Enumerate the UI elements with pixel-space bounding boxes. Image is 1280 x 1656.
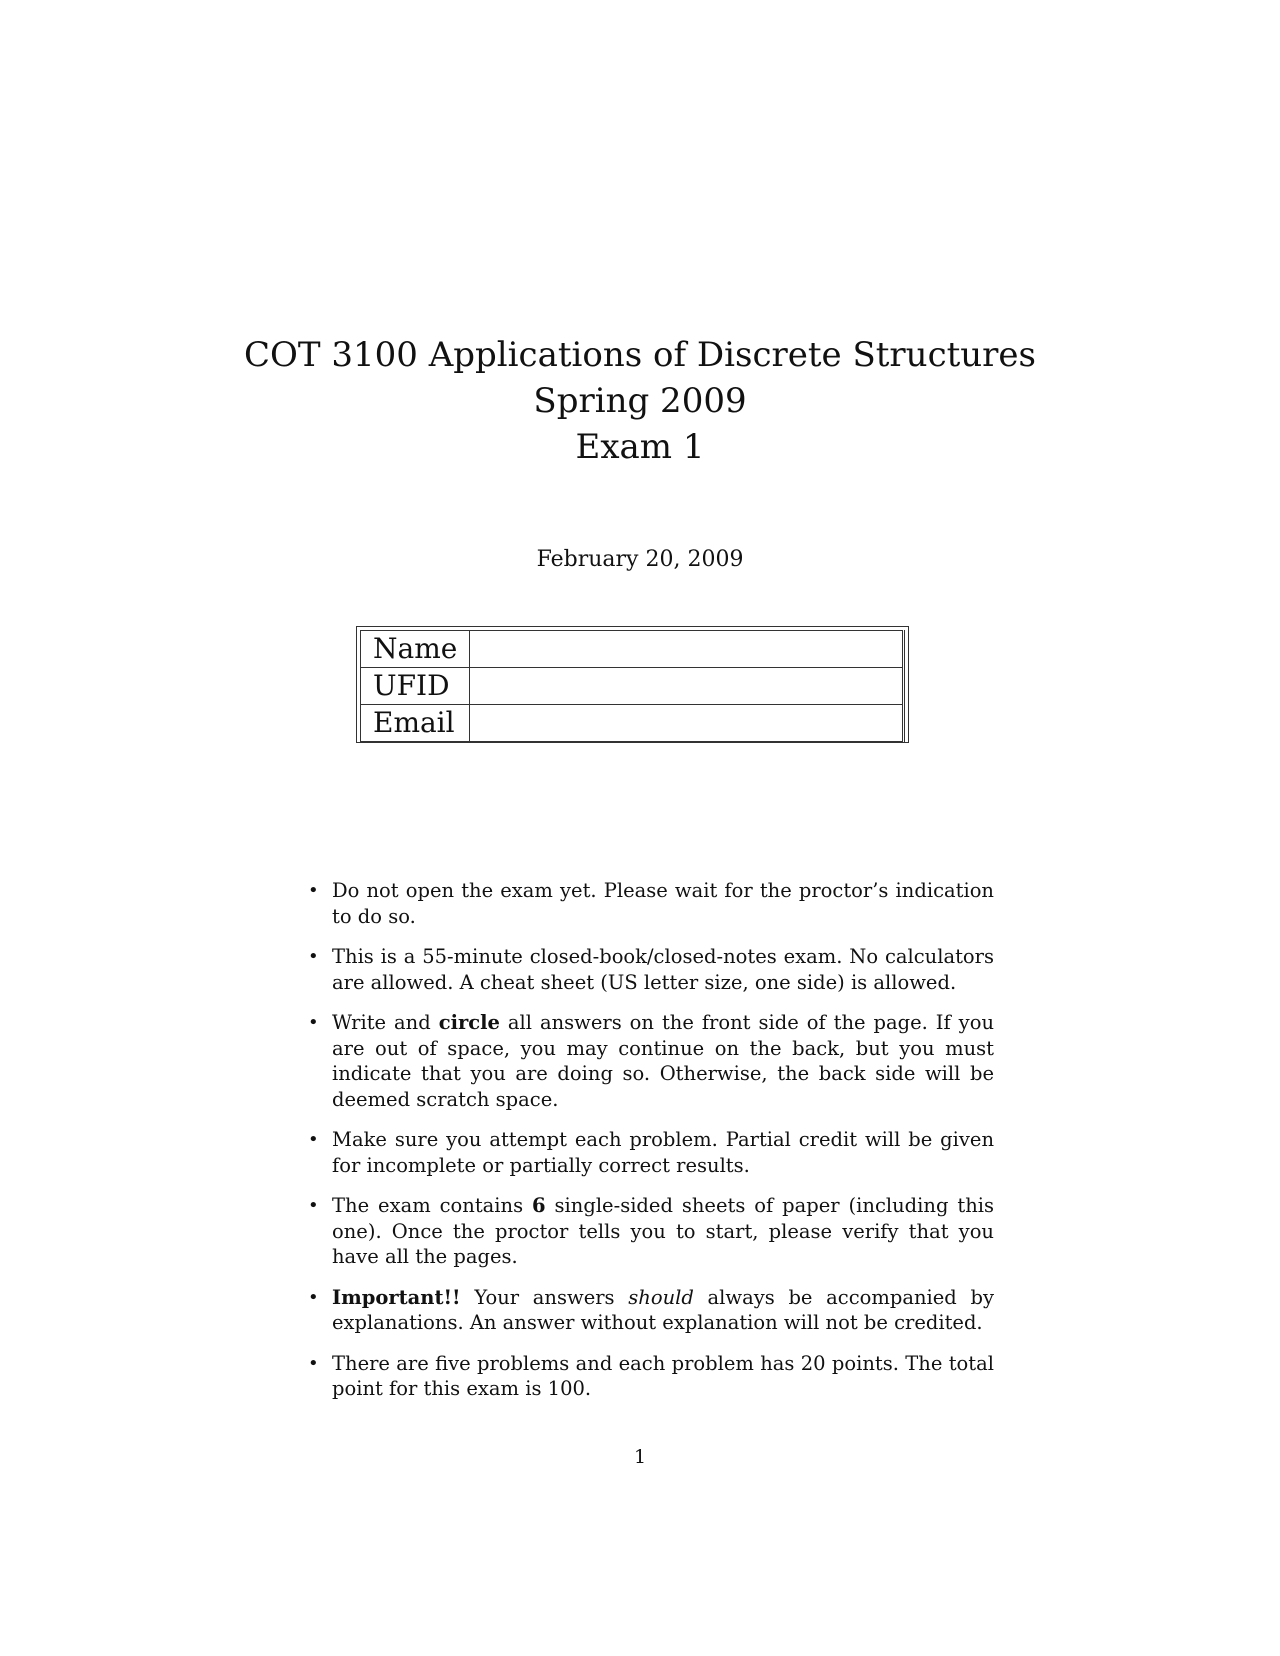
instruction-text-post: single-sided sheets of paper (including this one). Once the proctor tells you to start, please verify that you have all the pages.: [332, 1194, 994, 1268]
instruction-text-pre: The exam contains: [332, 1194, 533, 1217]
ufid-field[interactable]: [470, 668, 904, 705]
term: Spring 2009: [533, 381, 747, 421]
exam-date: February 20, 2009: [536, 547, 744, 572]
exam-title-block: [0, 332, 1280, 470]
sheet-count: 6: [532, 1194, 546, 1217]
bullet-icon: •: [308, 946, 319, 967]
name-label: Name: [361, 631, 470, 668]
emphasis-should: should: [628, 1285, 694, 1309]
instruction-text: This is a 55-minute closed-book/closed-notes exam. No calculators are allowed. A cheat sheet (US letter size, one side) is allowed.: [332, 945, 994, 994]
bullet-icon: •: [308, 1286, 319, 1308]
bullet-icon: •: [308, 1129, 319, 1150]
student-info-table: [360, 630, 905, 742]
instruction-text-mid: Your answers: [460, 1285, 629, 1309]
instruction-item: [304, 944, 994, 995]
exam-name: Exam 1: [575, 427, 705, 467]
email-label: Email: [361, 705, 470, 742]
page-number: 1: [633, 1446, 647, 1468]
ufid-row: [361, 668, 904, 705]
instruction-text-pre: Write and: [332, 1011, 439, 1034]
instruction-item: [304, 1351, 994, 1402]
name-field[interactable]: [470, 631, 904, 668]
student-info-box: [356, 626, 909, 743]
bullet-icon: •: [308, 1012, 319, 1033]
instruction-text: Make sure you attempt each problem. Partial credit will be given for incomplete or partially correct results.: [332, 1128, 994, 1177]
important-label: Important!!: [332, 1285, 461, 1309]
bullet-icon: •: [308, 880, 319, 901]
bullet-icon: •: [308, 1195, 319, 1216]
instruction-text: There are five problems and each problem has 20 points. The total point for this exam is 100.: [332, 1351, 994, 1400]
emphasis-circle: circle: [438, 1011, 500, 1034]
instruction-text: Do not open the exam yet. Please wait for the proctor’s indication to do so.: [332, 879, 994, 928]
instruction-item: [304, 1285, 994, 1336]
email-row: [361, 705, 904, 742]
bullet-icon: •: [308, 1352, 319, 1374]
instruction-text-post: all answers on the front side of the page. If you are out of space, you may continue on the back, but you must indicate that you are doing so. Otherwise, the back side will be deemed scratch space.: [332, 1011, 995, 1111]
email-field[interactable]: [470, 705, 904, 742]
instruction-item: [304, 1127, 994, 1178]
ufid-label: UFID: [361, 668, 470, 705]
course-title: COT 3100 Applications of Discrete Structures: [244, 335, 1036, 375]
instructions-list: [304, 878, 994, 1417]
instruction-item: [304, 1193, 994, 1270]
instruction-text-post: always be accompanied by explanations. An answer without explanation will not be credited.: [332, 1285, 994, 1334]
instruction-item: [304, 1010, 994, 1112]
instruction-item: [304, 878, 994, 929]
name-row: [361, 631, 904, 668]
